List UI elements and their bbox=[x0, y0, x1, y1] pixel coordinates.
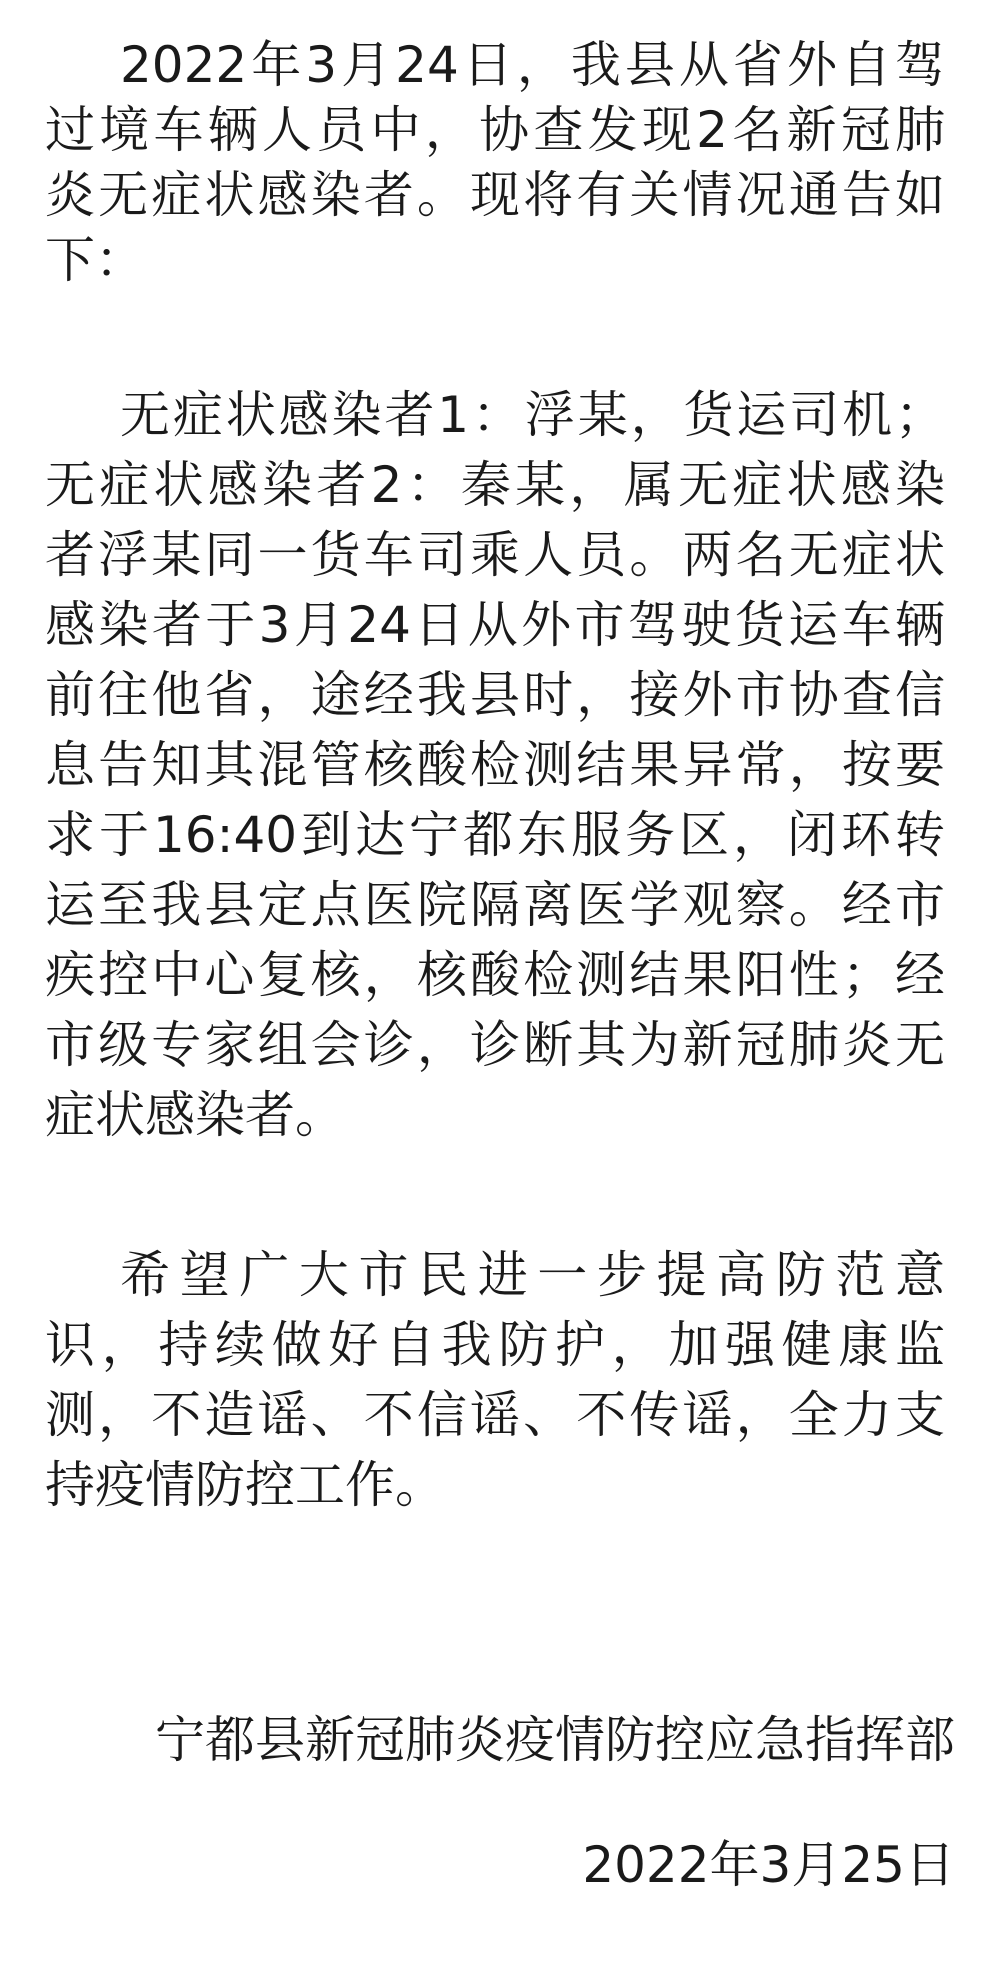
paragraph-2-line-2: 无症状感染者2：秦某，属无症状感染 bbox=[45, 456, 945, 514]
paragraph-1-line-1: 2022年3月24日，我县从省外自驾 bbox=[120, 36, 945, 94]
paragraph-2-line-4: 感染者于3月24日从外市驾驶货运车辆 bbox=[45, 596, 945, 654]
paragraph-2-line-5: 前往他省，途经我县时，接外市协查信 bbox=[45, 666, 945, 724]
paragraph-3-line-4: 持疫情防控工作。 bbox=[45, 1456, 445, 1514]
paragraph-1-line-2: 过境车辆人员中，协查发现2名新冠肺 bbox=[45, 101, 945, 159]
paragraph-3-line-3: 测，不造谣、不信谣、不传谣，全力支 bbox=[45, 1386, 945, 1444]
paragraph-1-line-4: 下： bbox=[45, 231, 145, 289]
paragraph-2-line-7: 求于16:40到达宁都东服务区，闭环转 bbox=[45, 806, 945, 864]
paragraph-1-line-3: 炎无症状感染者。现将有关情况通告如 bbox=[45, 166, 945, 224]
issue-date: 2022年3月25日 bbox=[582, 1836, 955, 1894]
paragraph-3-line-1: 希望广大市民进一步提高防范意 bbox=[120, 1246, 945, 1304]
paragraph-3-line-2: 识，持续做好自我防护，加强健康监 bbox=[45, 1316, 945, 1374]
paragraph-2-line-10: 市级专家组会诊，诊断其为新冠肺炎无 bbox=[45, 1016, 945, 1074]
paragraph-2-line-3: 者浮某同一货车司乘人员。两名无症状 bbox=[45, 526, 945, 584]
paragraph-2-line-9: 疾控中心复核，核酸检测结果阳性；经 bbox=[45, 946, 945, 1004]
paragraph-2-line-1: 无症状感染者1：浮某，货运司机； bbox=[120, 386, 945, 444]
issuer-signature: 宁都县新冠肺炎疫情防控应急指挥部 bbox=[155, 1711, 955, 1769]
paragraph-2-line-8: 运至我县定点医院隔离医学观察。经市 bbox=[45, 876, 945, 934]
paragraph-2-line-11: 症状感染者。 bbox=[45, 1086, 345, 1144]
paragraph-2-line-6: 息告知其混管核酸检测结果异常，按要 bbox=[45, 736, 945, 794]
